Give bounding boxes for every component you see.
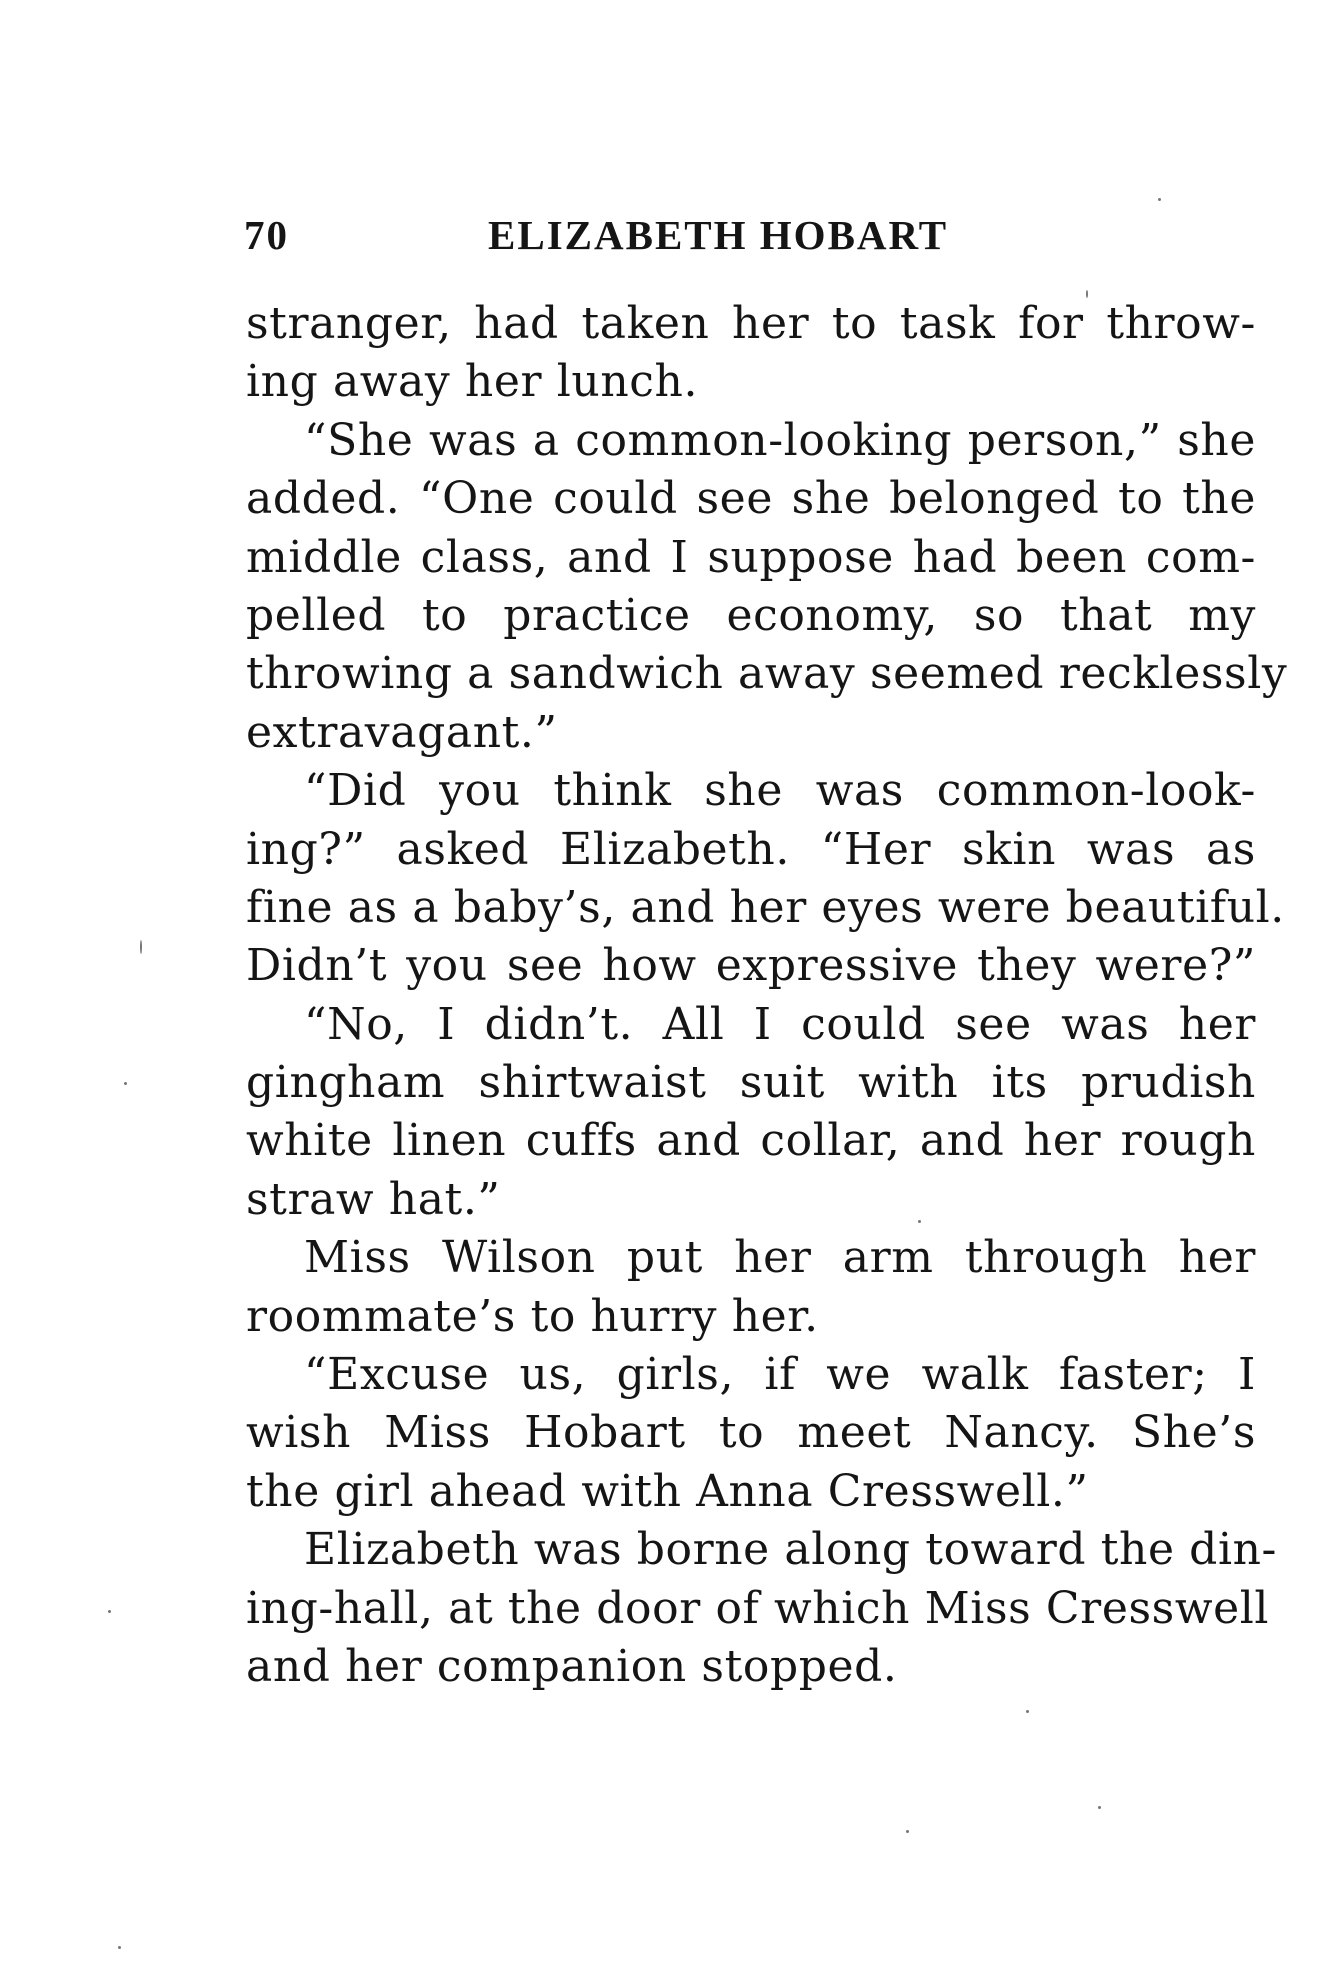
text-line: pelled to practice economy, so that my <box>246 589 1256 641</box>
text-line: throwing a sandwich away seemed recklessly <box>246 648 1288 700</box>
text-line: gingham shirtwaist suit with its prudish <box>246 1057 1256 1109</box>
text-line: Didn’t you see how expressive they were?” <box>246 940 1256 992</box>
text-line: white linen cuffs and collar, and her rough <box>246 1115 1256 1167</box>
scan-speck <box>118 1946 121 1949</box>
text-line: ing?” asked Elizabeth. “Her skin was as <box>246 823 1256 875</box>
scan-speck <box>1158 198 1161 201</box>
text-line: ing away her lunch. <box>246 356 699 408</box>
scan-speck <box>1086 290 1088 298</box>
book-title: ELIZABETH HOBART <box>488 212 949 258</box>
page-number: 70 <box>244 212 289 258</box>
text-line: middle class, and I suppose had been com- <box>246 531 1256 583</box>
text-line: “Did you think she was common-look- <box>304 765 1256 817</box>
body-text <box>246 295 1288 1696</box>
scan-speck <box>108 1610 111 1613</box>
scan-speck <box>1026 1710 1029 1713</box>
scan-speck <box>140 940 142 954</box>
text-line: stranger, had taken her to task for throw- <box>246 298 1256 349</box>
text-line: Elizabeth was borne along toward the din- <box>304 1524 1278 1576</box>
text-line: “No, I didn’t. All I could see was her <box>304 998 1256 1050</box>
text-line: ing-hall, at the door of which Miss Cresswell <box>246 1582 1270 1634</box>
text-line: roommate’s to hurry her. <box>246 1290 819 1342</box>
running-head <box>244 205 1284 265</box>
text-line: fine as a baby’s, and her eyes were beautiful. <box>246 881 1285 933</box>
scan-speck <box>124 1082 127 1085</box>
scan-speck <box>918 1220 921 1223</box>
scan-speck <box>1098 1806 1101 1809</box>
text-line: extravagant.” <box>246 706 558 758</box>
text-line: Miss Wilson put her arm through her <box>304 1232 1256 1284</box>
text-line: straw hat.” <box>246 1173 501 1225</box>
text-line: wish Miss Hobart to meet Nancy. She’s <box>246 1407 1256 1459</box>
text-line: and her companion stopped. <box>246 1640 898 1692</box>
text-line: “Excuse us, girls, if we walk faster; I <box>304 1349 1256 1401</box>
text-line: “She was a common-looking person,” she <box>304 414 1256 466</box>
text-line: added. “One could see she belonged to the <box>246 473 1256 525</box>
text-line: the girl ahead with Anna Cresswell.” <box>246 1465 1089 1517</box>
scan-speck <box>906 1830 909 1833</box>
